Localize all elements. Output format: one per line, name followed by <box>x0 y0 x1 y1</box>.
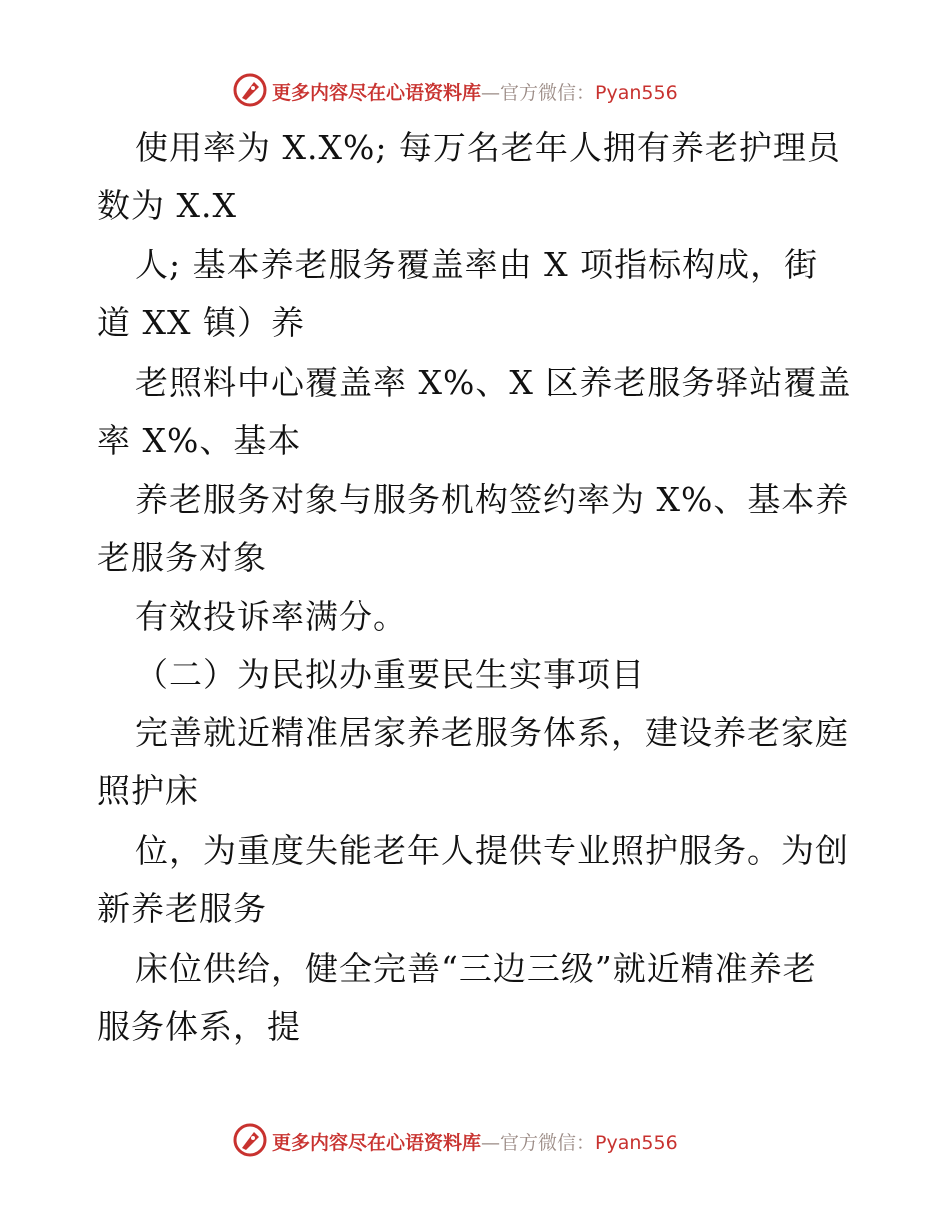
footer-banner <box>0 1120 950 1160</box>
banner-sub-text: 官方微信： <box>500 82 596 104</box>
banner-main-text: 更多内容尽在心语资料库 <box>272 82 482 104</box>
text-line: 有效投诉率满分。 <box>135 597 407 636</box>
banner-sub-text: 官方微信： <box>500 1132 596 1154</box>
text-line: 使用率为 X.X%; 每万名老年人拥有养老护理员 <box>135 128 841 167</box>
banner-wechat-id: Pyan556 <box>595 82 678 104</box>
text-line: 照护床 <box>97 771 199 810</box>
text-line: 老照料中心覆盖率 X%、X 区养老服务驿站覆盖 <box>135 363 852 402</box>
header-banner <box>0 70 950 110</box>
banner-wechat-id: Pyan556 <box>595 1132 678 1154</box>
text-line: 道 XX 镇）养 <box>97 303 305 342</box>
pen-nib-logo-icon <box>232 72 268 108</box>
header-banner-text <box>272 78 678 105</box>
banner-main-text: 更多内容尽在心语资料库 <box>272 1132 482 1154</box>
pen-nib-logo-icon <box>232 1122 268 1158</box>
banner-dash: — <box>481 82 501 104</box>
text-line: 位，为重度失能老年人提供专业照护服务。为创 <box>135 831 849 870</box>
text-line: 人; 基本养老服务覆盖率由 X 项指标构成，街 <box>135 245 819 284</box>
text-line: 完善就近精准居家养老服务体系，建设养老家庭 <box>135 713 849 752</box>
banner-dash: — <box>481 1132 501 1154</box>
text-line: 服务体系，提 <box>97 1007 301 1046</box>
text-line: 率 X%、基本 <box>97 421 302 460</box>
text-line: 床位供给，健全完善“三边三级”就近精准养老 <box>135 949 817 988</box>
text-line: 老服务对象 <box>97 538 267 577</box>
text-line: 数为 X.X <box>97 186 237 225</box>
section-heading: （二）为民拟办重要民生实事项目 <box>135 655 645 694</box>
text-line: 养老服务对象与服务机构签约率为 X%、基本养 <box>135 480 850 519</box>
text-line: 新养老服务 <box>97 889 267 928</box>
footer-banner-text <box>272 1128 678 1155</box>
